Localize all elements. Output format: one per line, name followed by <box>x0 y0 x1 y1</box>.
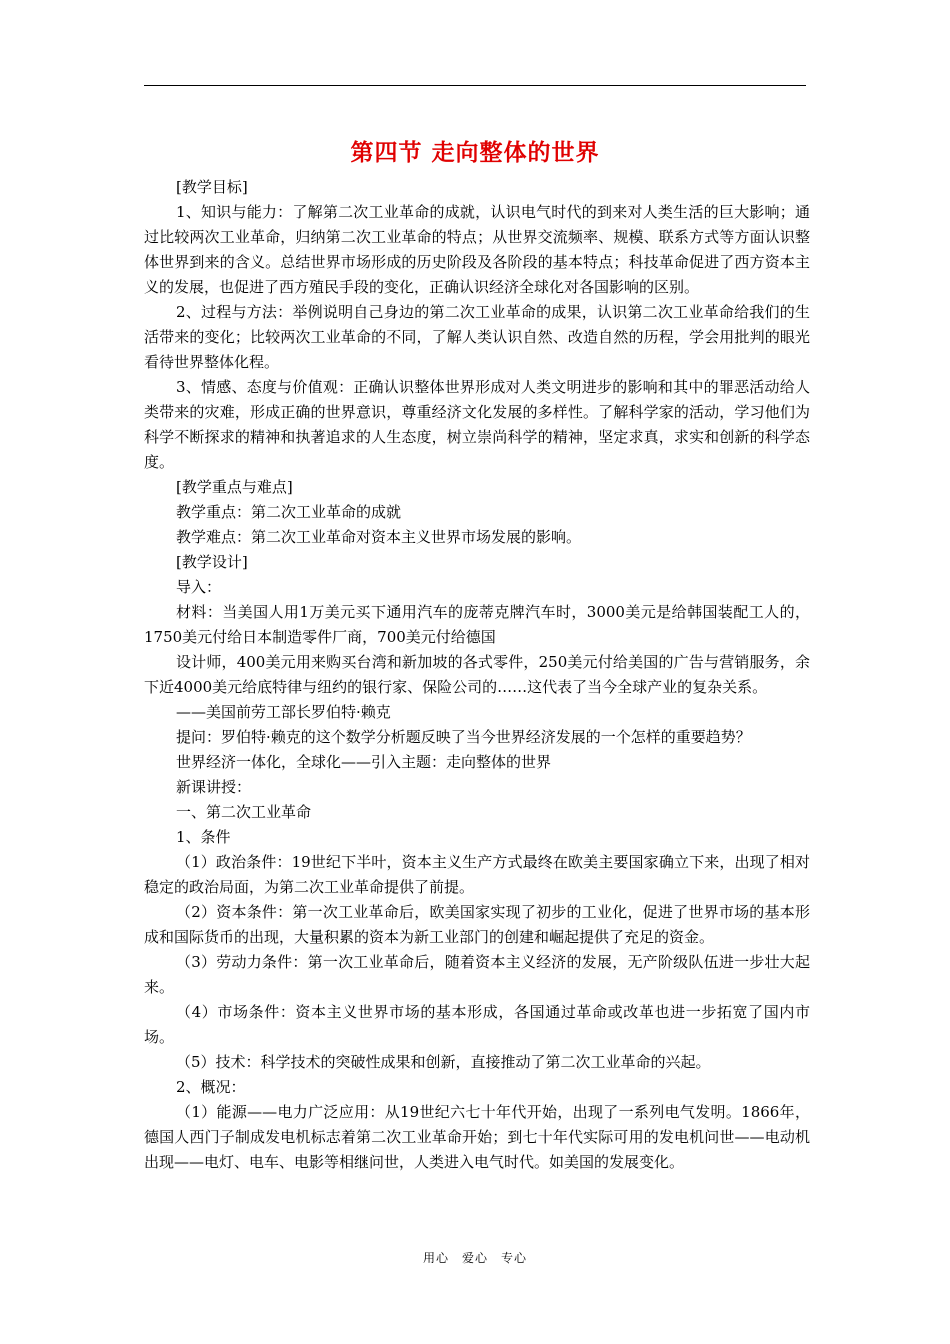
paragraph: 材料：当美国人用1万美元买下通用汽车的庞蒂克牌汽车时，3000美元是给韩国装配工人的，1750美元付给日本制造零件厂商，700美元付给德国 <box>144 603 810 646</box>
paragraph: （1）能源——电力广泛应用：从19世纪六七十年代开始，出现了一系列电气发明。1866年，德国人西门子制成发电机标志着第二次工业革命开始；到七十年代实际可用的发电机问世——电动机出现——电灯、电车、电影等相继问世，人类进入电气时代。如美国的发展变化。 <box>144 1103 810 1171</box>
paragraph: 教学难点：第二次工业革命对资本主义世界市场发展的影响。 <box>176 528 582 546</box>
section-heading: [教学重点与难点] <box>176 478 293 496</box>
paragraph: 1、条件 <box>176 828 231 846</box>
document-body <box>144 175 810 1175</box>
paragraph: 新课讲授： <box>176 778 252 796</box>
section-heading: [教学目标] <box>176 178 248 196</box>
page-footer: 用心 爱心 专心 <box>422 1251 527 1265</box>
paragraph: 2、过程与方法：举例说明自己身边的第二次工业革命的成果，认识第二次工业革命给我们的生活带来的变化；比较两次工业革命的不同，了解人类认识自然、改造自然的历程，学会用批判的眼光看待世界整体化程。 <box>144 303 810 371</box>
paragraph: 2、概况： <box>176 1078 246 1096</box>
header-rule <box>144 85 806 86</box>
paragraph: 提问：罗伯特·赖克的这个数学分析题反映了当今世界经济发展的一个怎样的重要趋势？ <box>176 728 751 746</box>
paragraph: 一、第二次工业革命 <box>176 803 312 821</box>
paragraph: 1、知识与能力：了解第二次工业革命的成就，认识电气时代的到来对人类生活的巨大影响；通过比较两次工业革命，归纳第二次工业革命的特点；从世界交流频率、规模、联系方式等方面认识整体世界到来的含义。总结世界市场形成的历史阶段及各阶段的基本特点；科技革命促进了西方资本主义的发展，也促进了西方殖民手段的变化，正确认识经济全球化对各国影响的区别。 <box>144 203 810 296</box>
paragraph: 导入： <box>176 578 222 596</box>
paragraph: 教学重点：第二次工业革命的成就 <box>176 503 402 521</box>
paragraph: （1）政治条件：19世纪下半叶，资本主义生产方式最终在欧美主要国家确立下来，出现了相对稳定的政治局面，为第二次工业革命提供了前提。 <box>144 853 810 896</box>
paragraph: （2）资本条件：第一次工业革命后，欧美国家实现了初步的工业化，促进了世界市场的基本形成和国际货币的出现，大量积累的资本为新工业部门的创建和崛起提供了充足的资金。 <box>144 903 810 946</box>
page-title: 第四节 走向整体的世界 <box>350 139 600 166</box>
paragraph: 3、情感、态度与价值观：正确认识整体世界形成对人类文明进步的影响和其中的罪恶活动给人类带来的灾难，形成正确的世界意识，尊重经济文化发展的多样性。了解科学家的活动，学习他们为科学不断探求的精神和执著追求的人生态度，树立崇尚科学的精神，坚定求真，求实和创新的科学态度。 <box>144 378 810 471</box>
paragraph: （5）技术：科学技术的突破性成果和创新，直接推动了第二次工业革命的兴起。 <box>176 1053 711 1071</box>
paragraph: （3）劳动力条件：第一次工业革命后，随着资本主义经济的发展，无产阶级队伍进一步壮大起来。 <box>144 953 810 996</box>
paragraph: ——美国前劳工部长罗伯特·赖克 <box>176 703 391 721</box>
paragraph: 设计师，400美元用来购买台湾和新加坡的各式零件，250美元付给美国的广告与营销服务，余下近4000美元给底特律与纽约的银行家、保险公司的……这代表了当今全球产业的复杂关系。 <box>144 653 810 696</box>
paragraph: 世界经济一体化，全球化——引入主题：走向整体的世界 <box>176 753 552 771</box>
section-heading: [教学设计] <box>176 553 248 571</box>
paragraph: （4）市场条件：资本主义世界市场的基本形成，各国通过革命或改革也进一步拓宽了国内市场。 <box>144 1003 810 1046</box>
